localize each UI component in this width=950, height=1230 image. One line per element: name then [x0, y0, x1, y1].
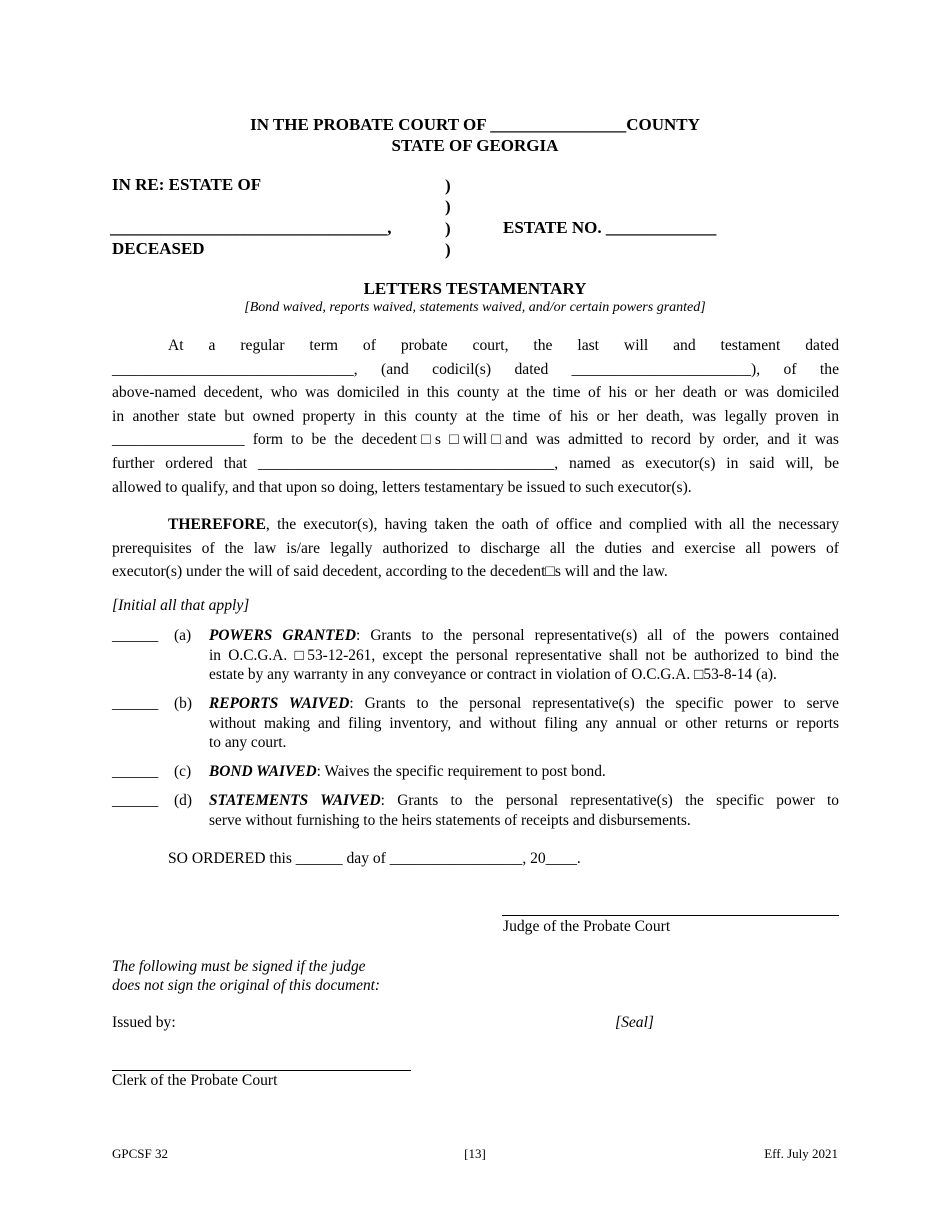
initial-blank: ______	[112, 627, 159, 644]
in-re-label: IN RE: ESTATE OF	[112, 175, 262, 194]
document-subtitle: [Bond waived, reports waived, statements waived, and/or certain powers granted]	[244, 300, 706, 315]
therefore-paragraph: THEREFORE, the executor(s), having taken the oath of office and complied with all the necessary prerequisites of the law is/are legally authorized to discharge all the duties and exercise all powers of executor(s) under the will of said decedent, according to the decedent□s will and the law.	[112, 516, 839, 581]
deceased-label: DECEASED	[112, 239, 205, 258]
clerk-label: Clerk of the Probate Court	[112, 1072, 278, 1089]
option-b: ______ (b) REPORTS WAIVED: Grants to the personal representative(s) the specific power to serve without making and filing inventory, and without filing any annual or other returns or reports to any court.	[112, 695, 839, 752]
issued-by-label: Issued by:	[112, 1014, 176, 1031]
estate-number: ESTATE NO. _____________	[503, 218, 717, 237]
judge-label: Judge of the Probate Court	[503, 918, 671, 935]
caption-parens: ) ) ) )	[445, 176, 451, 259]
option-letter: (a)	[174, 627, 192, 644]
option-letter: (d)	[174, 792, 192, 809]
court-heading: IN THE PROBATE COURT OF ________________COUNTY	[250, 115, 700, 134]
clerk-instruction: The following must be signed if the judge does not sign the original of this document:	[112, 958, 381, 994]
option-a: ______ (a) POWERS GRANTED: Grants to the personal representative(s) all of the powers contained in O.C.G.A. □53-12-261, except the personal representative shall not be authorized to bind the estate by any warranty in any conveyance or contract in violation of O.C.G.A. □53-8-14 (a).	[112, 627, 839, 684]
so-ordered-line: SO ORDERED this ______ day of _________________, 20____.	[168, 850, 581, 867]
initial-instruction: [Initial all that apply]	[112, 597, 250, 614]
seal-label: [Seal]	[615, 1014, 654, 1031]
state-heading: STATE OF GEORGIA	[391, 136, 559, 155]
initial-blank: ______	[112, 792, 159, 809]
option-d: ______ (d) STATEMENTS WAIVED: Grants to the personal representative(s) the specific power to serve without furnishing to the heirs statements of receipts and disbursements.	[112, 792, 839, 829]
decedent-name-blank: _________________________________,	[110, 218, 392, 237]
clerk-signature-line	[112, 1070, 411, 1071]
option-letter: (b)	[174, 695, 192, 712]
will-paragraph: At a regular term of probate court, the last will and testament dated _______________________________, (and codicil(s) dated _______________________), of the above-named decedent, who was domiciled in this county at the time of his or her death or was domiciled in another state but owned property in this county at the time of his or her death, was legally proven in _________________ form to be the decedent□s □will□and was admitted to record by order, and it was further ordered that ______________________________________, named as executor(s) in said will, be allowed to qualify, and that upon so doing, letters testamentary be issued to such executor(s).	[112, 337, 839, 496]
option-c: ______ (c) BOND WAIVED: Waives the specific requirement to post bond.	[112, 763, 606, 780]
initial-blank: ______	[112, 695, 159, 712]
option-letter: (c)	[174, 763, 192, 780]
effective-date: Eff. July 2021	[764, 1146, 838, 1161]
form-id: GPCSF 32	[112, 1146, 168, 1161]
document-title: LETTERS TESTAMENTARY	[363, 279, 587, 298]
initial-blank: ______	[112, 763, 159, 780]
page-number: [13]	[464, 1146, 486, 1161]
judge-signature-line	[502, 915, 839, 916]
